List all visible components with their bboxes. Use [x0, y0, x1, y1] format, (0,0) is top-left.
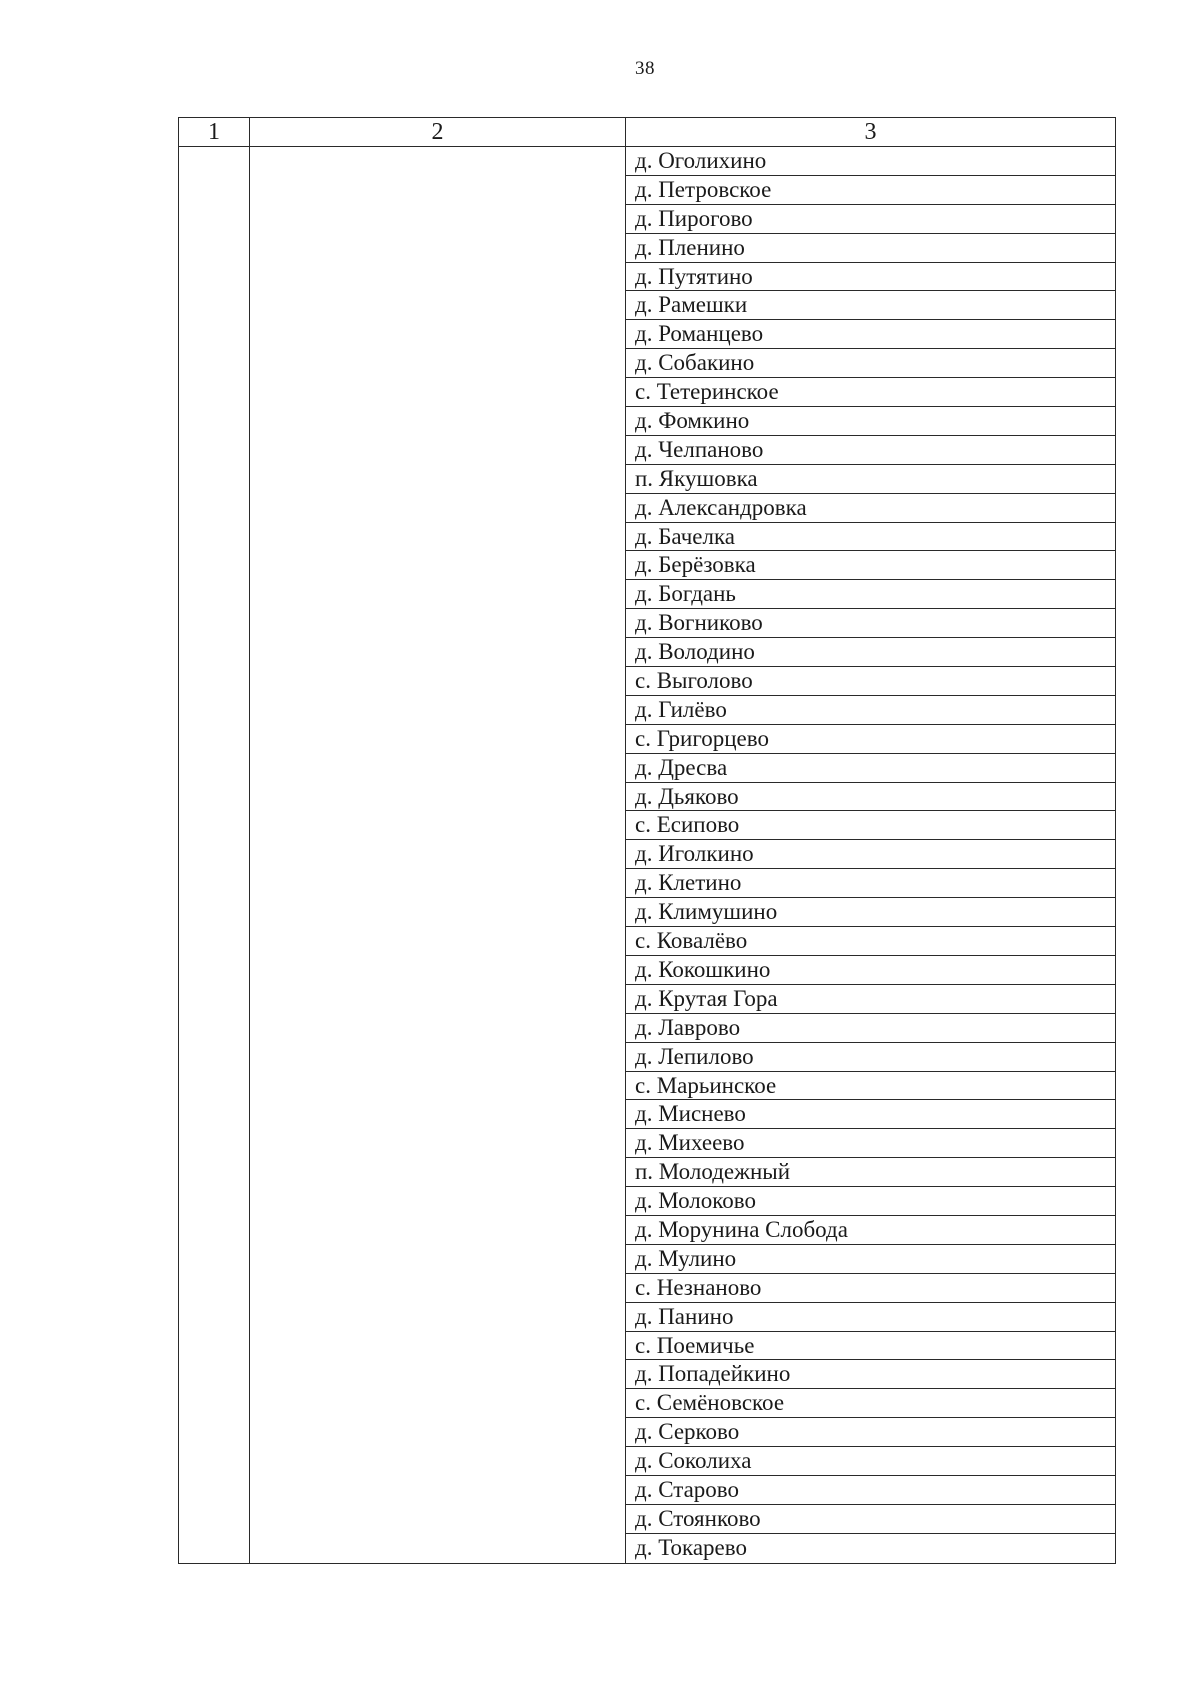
- column-3-cell: [626, 147, 1116, 1564]
- settlement-row: д. Собакино: [626, 349, 1115, 378]
- settlement-row: д. Богдань: [626, 580, 1115, 609]
- settlement-row: д. Путятино: [626, 263, 1115, 292]
- settlement-row: п. Молодежный: [626, 1158, 1115, 1187]
- settlement-row: с. Незнаново: [626, 1274, 1115, 1303]
- settlement-row: с. Григорцево: [626, 725, 1115, 754]
- settlement-row: д. Володино: [626, 638, 1115, 667]
- settlement-row: д. Крутая Гора: [626, 985, 1115, 1014]
- settlement-row: д. Пирогово: [626, 205, 1115, 234]
- settlement-row: д. Вогниково: [626, 609, 1115, 638]
- settlement-row: д. Дьяково: [626, 783, 1115, 812]
- settlement-row: с. Семёновское: [626, 1389, 1115, 1418]
- settlement-row: д. Александровка: [626, 494, 1115, 523]
- settlement-row: с. Ковалёво: [626, 927, 1115, 956]
- settlement-row: д. Старово: [626, 1476, 1115, 1505]
- settlement-row: д. Климушино: [626, 898, 1115, 927]
- settlement-row: д. Оголихино: [626, 147, 1115, 176]
- settlement-row: д. Соколиха: [626, 1447, 1115, 1476]
- settlement-row: д. Гилёво: [626, 696, 1115, 725]
- header-col-2: 2: [250, 118, 626, 147]
- settlement-row: с. Поемичье: [626, 1332, 1115, 1361]
- settlement-row: д. Миснево: [626, 1100, 1115, 1129]
- settlement-row: д. Иголкино: [626, 840, 1115, 869]
- settlement-row: д. Молоково: [626, 1187, 1115, 1216]
- settlement-row: д. Бачелка: [626, 523, 1115, 552]
- settlement-row: д. Романцево: [626, 320, 1115, 349]
- settlement-row: с. Тетеринское: [626, 378, 1115, 407]
- column-1-cell: [179, 147, 250, 1564]
- settlement-row: д. Пленино: [626, 234, 1115, 263]
- header-col-3: 3: [626, 118, 1116, 147]
- settlement-row: д. Михеево: [626, 1129, 1115, 1158]
- settlement-row: д. Стоянково: [626, 1505, 1115, 1534]
- settlement-row: д. Лаврово: [626, 1014, 1115, 1043]
- settlement-row: д. Клетино: [626, 869, 1115, 898]
- settlement-row: д. Морунина Слобода: [626, 1216, 1115, 1245]
- settlements-table: [178, 117, 1116, 1564]
- settlement-row: д. Мулино: [626, 1245, 1115, 1274]
- settlement-row: д. Панино: [626, 1303, 1115, 1332]
- settlement-row: д. Кокошкино: [626, 956, 1115, 985]
- settlement-row: д. Дресва: [626, 754, 1115, 783]
- settlement-row: д. Лепилово: [626, 1043, 1115, 1072]
- settlement-row: с. Марьинское: [626, 1072, 1115, 1101]
- settlement-row: п. Якушовка: [626, 465, 1115, 494]
- settlement-row: д. Фомкино: [626, 407, 1115, 436]
- settlement-row: д. Токарево: [635, 1534, 747, 1560]
- settlement-row: д. Серково: [626, 1418, 1115, 1447]
- settlement-row: д. Петровское: [626, 176, 1115, 205]
- settlement-row: д. Челпаново: [626, 436, 1115, 465]
- settlement-row: с. Выголово: [626, 667, 1115, 696]
- settlement-row: д. Берёзовка: [626, 551, 1115, 580]
- column-2-cell: [250, 147, 626, 1564]
- table-header-row: [179, 118, 1116, 147]
- settlement-row: д. Рамешки: [626, 291, 1115, 320]
- settlement-row: с. Есипово: [626, 811, 1115, 840]
- page-number: 38: [635, 58, 655, 79]
- table-body-row: [179, 147, 1116, 1564]
- header-col-1: 1: [179, 118, 250, 147]
- settlement-row: д. Попадейкино: [626, 1360, 1115, 1389]
